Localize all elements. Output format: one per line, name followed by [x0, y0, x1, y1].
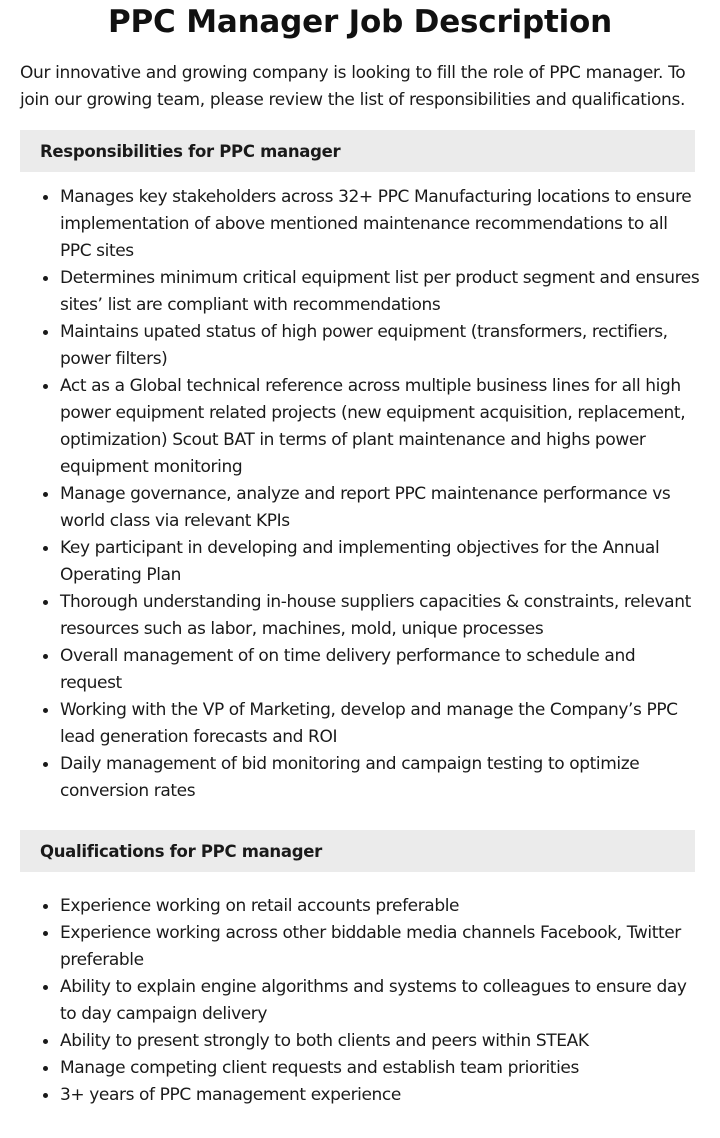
responsibilities-header: [20, 130, 695, 172]
list-item-text: Ability to explain engine algorithms and systems to colleagues to ensure day to day campaign delivery: [60, 977, 687, 1024]
list-item: [60, 974, 700, 1028]
responsibilities-list: [0, 184, 720, 805]
list-item: [60, 920, 700, 974]
bullet-icon: [43, 276, 48, 281]
list-item-text: Maintains upated status of high power equipment (transformers, rectifiers, power filters): [60, 322, 668, 369]
list-item: [60, 481, 700, 535]
bullet-icon: [43, 1093, 48, 1098]
list-item-text: Determines minimum critical equipment list per product segment and ensures sites’ list are compliant with recommendations: [60, 268, 700, 315]
list-item: [60, 643, 700, 697]
list-item: [60, 535, 700, 589]
list-item-text: Key participant in developing and implementing objectives for the Annual Operating Plan: [60, 538, 660, 585]
list-item: [60, 1028, 700, 1055]
bullet-icon: [43, 546, 48, 551]
list-item-text: Manages key stakeholders across 32+ PPC Manufacturing locations to ensure implementation of above mentioned maintenance recommendations to all PPC sites: [60, 187, 692, 261]
bullet-icon: [43, 330, 48, 335]
list-item: [60, 184, 700, 265]
list-item: [60, 1082, 700, 1109]
bullet-icon: [43, 1039, 48, 1044]
list-item-text: Thorough understanding in-house suppliers capacities & constraints, relevant resources such as labor, machines, mold, unique processes: [60, 592, 691, 639]
bullet-icon: [43, 985, 48, 990]
bullet-icon: [43, 708, 48, 713]
bullet-icon: [43, 762, 48, 767]
list-item-text: Manage competing client requests and establish team priorities: [60, 1058, 579, 1078]
bullet-icon: [43, 904, 48, 909]
list-item-text: Experience working on retail accounts preferable: [60, 896, 460, 916]
list-item: [60, 319, 700, 373]
list-item-text: Act as a Global technical reference across multiple business lines for all high power equipment related projects (new equipment acquisition, replacement, optimization) Scout BAT in terms of plant maintenance and highs power equipment monitoring: [60, 376, 686, 477]
list-item: [60, 1055, 700, 1082]
list-item-text: Ability to present strongly to both clients and peers within STEAK: [60, 1031, 589, 1051]
responsibilities-heading: Responsibilities for PPC manager: [40, 141, 341, 161]
list-item-text: 3+ years of PPC management experience: [60, 1085, 401, 1105]
qualifications-header: [20, 830, 695, 872]
qualifications-list: [0, 893, 720, 1109]
list-item: [60, 697, 700, 751]
qualifications-heading: Qualifications for PPC manager: [40, 841, 322, 861]
intro-paragraph: Our innovative and growing company is looking to fill the role of PPC manager. To join our growing team, please review the list of responsibilities and qualifications.: [20, 63, 686, 110]
bullet-icon: [43, 384, 48, 389]
bullet-icon: [43, 654, 48, 659]
page-title: PPC Manager Job Description: [108, 4, 612, 40]
list-item-text: Working with the VP of Marketing, develop and manage the Company’s PPC lead generation forecasts and ROI: [60, 700, 678, 747]
bullet-icon: [43, 600, 48, 605]
list-item-text: Overall management of on time delivery performance to schedule and request: [60, 646, 636, 693]
bullet-icon: [43, 492, 48, 497]
list-item: [60, 373, 700, 481]
list-item: [60, 589, 700, 643]
list-item: [60, 265, 700, 319]
list-item-text: Experience working across other biddable media channels Facebook, Twitter preferable: [60, 923, 681, 970]
bullet-icon: [43, 1066, 48, 1071]
list-item-text: Daily management of bid monitoring and campaign testing to optimize conversion rates: [60, 754, 640, 801]
bullet-icon: [43, 195, 48, 200]
list-item: [60, 751, 700, 805]
bullet-icon: [43, 931, 48, 936]
list-item-text: Manage governance, analyze and report PPC maintenance performance vs world class via relevant KPIs: [60, 484, 671, 531]
list-item: [60, 893, 700, 920]
